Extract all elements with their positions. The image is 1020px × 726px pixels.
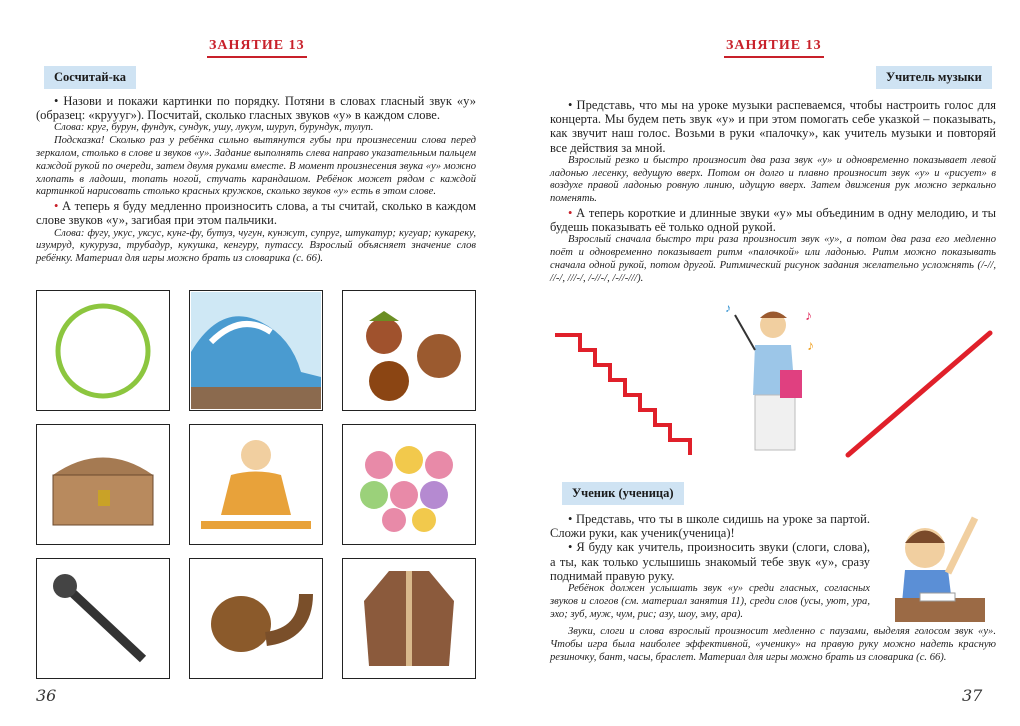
right-text-top: • Представь, что мы на уроке музыки распеваемся, чтобы настроить голос для концерта. Мы будем петь звук «у» и при этом помогать себе указкой – показывать, как звучит наш голос. Возьми в руки «палочку», как учитель музыки и повторяй все действия за мной. Взрослый резко и быстро произносит два раза звук «у» и одновременно показывает левой ладонью лесенку, ведущую вверх. Потом он долго и плавно произносит звук «у» и «рисует» в воздухе правой ладонью ровную линию, идущую вверх. Затем движения рук можно зеркально поменять. • А теперь короткие и длинные звуки «у» мы объединим в одну мелодию, и ты будешь показывать её только одной рукой. Взрослый сначала быстро три раза произносит звук «у», а потом два раза его медленно поёт и одновременно показывает ритм «палочкой» или ладонью. Ритм можно показывать сначала одной рукой, потом другой. Ритмический рисунок задания желательно усложнять (/-//, //-/, ///-/, /-//-/, /-//-///). [550,98,996,284]
paragraph: Звуки, слоги и слова взрослый произносит медленно с паузами, выделяя голосом звук «у». Чтобы игра была наиболее эффективной, «ученику» на правую руку можно надеть красную резиночку, бант, часы, браслет. Материал для игры можно брать из словарика (с. 66). [550,626,996,663]
paragraph: Представь, что ты в школе сидишь на уроке за партой. Сложи руки, как ученик(ученица)! [550,512,870,541]
picture-coat [342,558,476,679]
picture-lukum [342,424,476,545]
paragraph: Ребёнок должен услышать звук «у» среди гласных, согласных звуков и слогов (см. материал занятия 11), среди слов (усы, уют, ура, эхо; зуб, муж, чум, рис; азу, шоу, эму, ара). [550,583,870,620]
page-number: 37 [962,686,983,705]
left-text: • Назови и покажи картинки по порядку. Потяни в словах гласный звук «у» (образец: «круууг»). Посчитай, сколько гласных звуков «у» в каждом слове. Слова: круг, бурун, фундук, сундук, ушу, лукум, шуруп, бурундук, тулуп. Подсказка! Сколько раз у ребёнка сильно вытянутся губы при произнесении слова перед зеркалом, столько в слове и звуков «у». Задание выполнять слева направо указательным пальцем каждой рукой по очереди, затем двумя руками вместе. В момент произнесения звука «у» можно хлопать в ладоши, топать ногой, стучать карандашом. Ребёнок может рядом с каждой картинкой нарисовать столько красных кружков, сколько звуков «у» есть в этом слове. • А теперь я буду медленно произносить слова, а ты считай, сколько в каждом слове звуков «у», загибая при этом пальчики. Слова: фугу, укус, уксус, кунг-фу, бутуз, чугун, кунжут, супруг, штукатур; кугуар; кукареку, изумруд, кукуруза, трубадур, кукушка, кенгуру, путассу. Взрослый объясняет значение слов ребёнку. Материал для игры можно брать из словарика (с. 66). [36,94,476,265]
paragraph: Слова: круг, бурун, фундук, сундук, ушу, лукум, шуруп, бурундук, тулуп. [54,122,374,134]
paragraph: Назови и покажи картинки по порядку. Потяни в словах гласный звук «у» (образец: «круууг»). Посчитай, сколько гласных звуков «у» в каждом слове. [36,94,476,123]
picture-hazelnuts [342,290,476,411]
picture-circle [36,290,170,411]
picture-monk [189,424,323,545]
page-number: 36 [36,686,57,705]
paragraph: А теперь я буду медленно произносить слова, а ты считай, сколько в каждом слове звуков «у», загибая при этом пальчики. [36,199,476,228]
paragraph: Взрослый резко и быстро произносит два раза звук «у» и одновременно показывает левой ладонью лесенку, ведущую вверх. Потом он долго и плавно произносит звук «у» и «рисует» в воздухе правой ладонью ровную линию, идущую вверх. Затем движения рук можно зеркально поменять. [550,154,996,205]
paragraph: Я буду как учитель, произносить звуки (слоги, слова), а ты, как только услышишь знакомый тебе звук «у», сразу поднимай правую руку. [550,540,870,583]
right-page [510,0,1020,726]
section-label: Учитель музыки [876,66,992,89]
right-text-bottom: • Представь, что ты в школе сидишь на уроке за партой. Сложи руки, как ученик(ученица)! • Я буду как учитель, произносить звуки (слоги, слова), а ты, как только услышишь знакомый тебе звук «у», сразу поднимай правую руку. Ребёнок должен услышать звук «у» среди гласных, согласных звуков и слогов (см. материал занятия 11), среди слов (усы, уют, ура, эхо; зуб, муж, чум, рис; азу, шоу, эму, ара). [550,512,870,620]
student-illustration [880,508,990,624]
svg-text:♪: ♪ [725,301,731,315]
paragraph: Взрослый сначала быстро три раза произносит звук «у», а потом два раза его медленно поёт и одновременно показывает ритм «палочкой» или ладонью. Ритм можно показывать сначала одной рукой, потом другой. Ритмический рисунок задания желательно усложнять (/-//, //-/, ///-/, /-//-/, /-//-///). [550,234,996,284]
lesson-title: ЗАНЯТИЕ 13 [207,38,307,58]
paragraph: А теперь короткие и длинные звуки «у» мы объединим в одну мелодию, и ты будешь показывать её только одной рукой. [550,206,996,235]
paragraph: Подсказка! Сколько раз у ребёнка сильно вытянутся губы при произнесении слова перед зеркалом, столько в слове и звуков «у». Задание выполнять слева направо указательным пальцем каждой рукой по очереди, затем двумя руками вместе. В момент произнесения звука «у» можно хлопать в ладоши, топать ногой, стучать карандашом. Ребёнок может рядом с каждой картинкой нарисовать столько красных кружков, сколько звуков «у» есть в этом слове. [36,135,476,198]
picture-chipmunk [189,558,323,679]
section-label: Ученик (ученица) [562,482,684,505]
svg-text:♪: ♪ [807,339,814,354]
svg-text:♪: ♪ [805,309,812,324]
paragraph: Слова: фугу, укус, уксус, кунг-фу, бутуз, чугун, кунжут, супруг, штукатур; кугуар; кукареку, изумруд, кукуруза, трубадур, кукушка, кенгуру, путассу. Взрослый объясняет значение слов ребёнку. Материал для игры можно брать из словарика (с. 66). [36,227,476,265]
picture-screw [36,558,170,679]
section-label: Сосчитай-ка [44,66,136,89]
right-text-final [550,626,996,664]
lesson-title: ЗАНЯТИЕ 13 [724,38,824,58]
rising-line-drawing [840,325,1000,465]
staircase-drawing [550,320,700,460]
picture-wave [189,290,323,411]
paragraph: Представь, что мы на уроке музыки распеваемся, чтобы настроить голос для концерта. Мы будем петь звук «у» и при этом помогать себе указкой – показывать, как звучит наш голос. Возьми в руки «палочку», как учитель музыки и повторяй все действия за мной. [550,98,996,155]
teacher-illustration [725,300,825,475]
picture-chest [36,424,170,545]
